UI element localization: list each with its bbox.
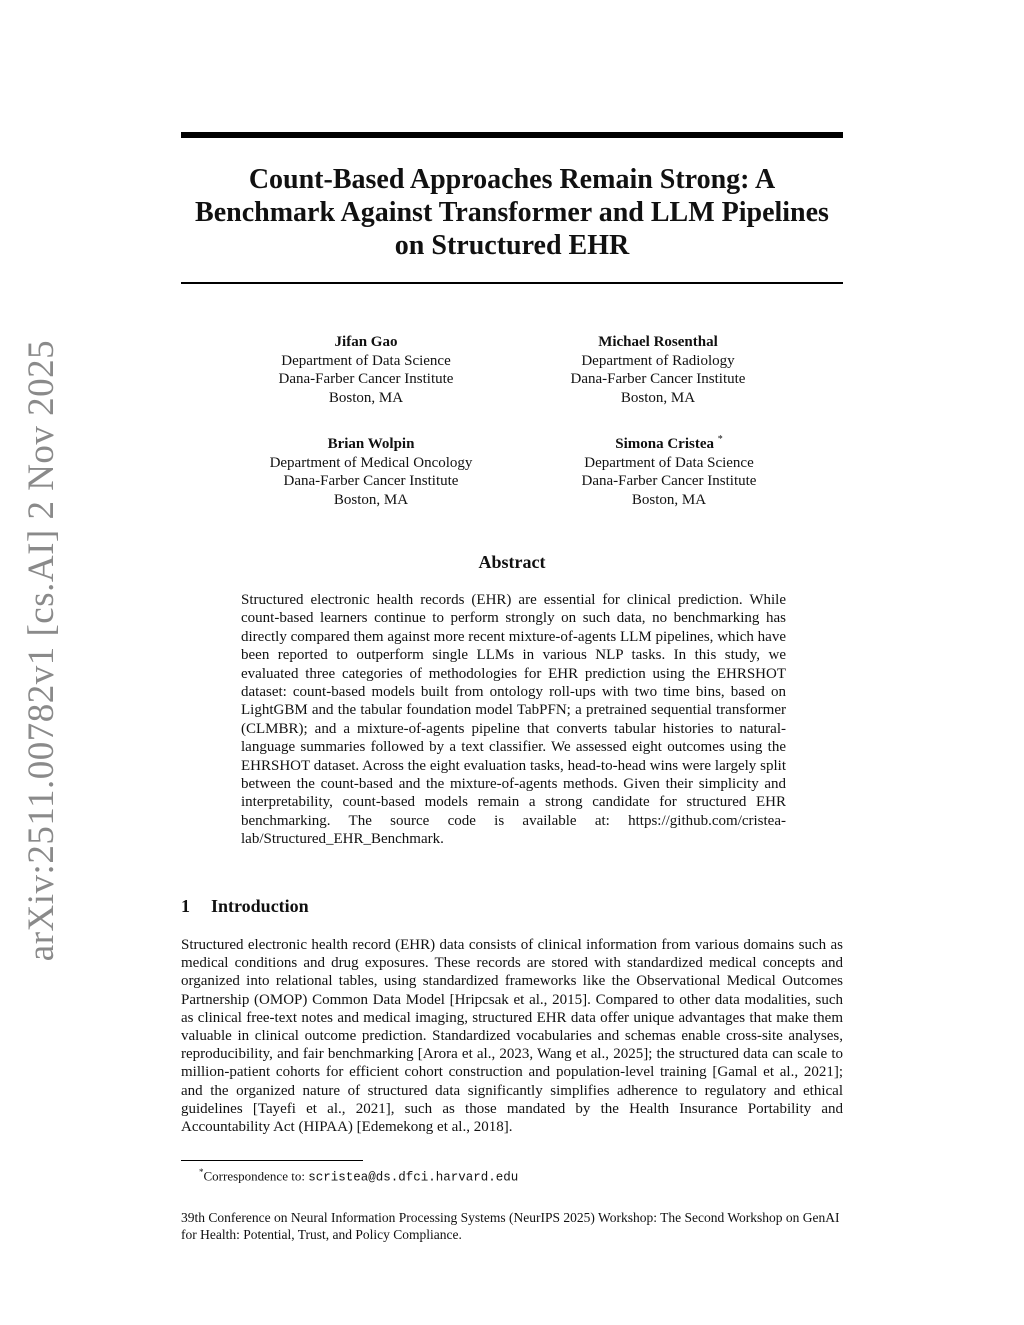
title-bottom-rule xyxy=(181,282,843,284)
author-name: Michael Rosenthal xyxy=(598,334,718,350)
author-institute: Dana-Farber Cancer Institute xyxy=(570,371,746,387)
section-number: 1 xyxy=(181,896,190,916)
author-block-2 xyxy=(508,329,808,407)
introduction-paragraph: Structured electronic health record (EHR) data consists of clinical information from various domains such as medical conditions and drug exposures. These records are stored with standardized medical concepts and organized into relational tables, using standardized frameworks like the Observational Medical Outcomes Partnership (OMOP) Common Data Model [Hripcsak et al., 2015]. Compared to other data modalities, such as clinical free-text notes and medical imaging, structured EHR data offer unique advantages that make them valuable in clinical outcome prediction. Standardized vocabularies and schemas enable cross-site analyses, reproducibility, and fair benchmarking [Arora et al., 2023, Wang et al., 2025]; the structured data can scale to million-patient cohorts for efficient cohort construction and population-level training [Gamal et al., 2021]; and the organized nature of structured data significantly simplifies adherence to regulatory and ethical guidelines [Tayefi et al., 2021], such as those mandated by the Health Insurance Portability and Accountability Act (HIPAA) [Edemekong et al., 2018]. xyxy=(181,937,843,1136)
author-name: Simona Cristea * xyxy=(615,434,723,452)
author-city: Boston, MA xyxy=(333,491,409,508)
author-name: Jifan Gao xyxy=(334,334,398,350)
section-heading-introduction xyxy=(181,895,309,917)
author-city: Boston, MA xyxy=(328,389,404,406)
footnote-marker: * xyxy=(199,1167,204,1177)
author-block-1 xyxy=(216,329,516,407)
author-block-4 xyxy=(519,431,819,509)
author-institute: Dana-Farber Cancer Institute xyxy=(581,473,757,489)
correspondence-email: scristea@ds.dfci.harvard.edu xyxy=(308,1170,519,1185)
author-institute: Dana-Farber Cancer Institute xyxy=(278,371,454,387)
abstract-text: Structured electronic health records (EHR) are essential for clinical prediction. While count-based learners continue to perform strongly on such data, no benchmarking has directly compared them against more recent mixture-of-agents LLM pipelines, which have been reported to outperform single LLMs in various NLP tasks. In this study, we evaluated three categories of methodologies for EHR prediction using the EHRSHOT dataset: count-based models built from ontology roll-ups with two time bins, based on LightGBM and the tabular foundation model TabPFN; a pretrained sequential transformer (CLMBR); and a mixture-of-agents pipeline that converts tabular histories to natural-language summaries followed by a text classifier. We assessed eight outcomes using the EHRSHOT dataset. Across the eight evaluation tasks, head-to-head wins were largely split between the count-based and the mixture-of-agents methods. Given their simplicity and interpretability, count-based models remain a strong candidate for structured EHR benchmarking. The source code is available at: https://github.com/cristea-lab/Structured_EHR_Benchmark. xyxy=(241,592,786,848)
footnote-marker: * xyxy=(717,434,723,445)
footnote xyxy=(199,1164,518,1185)
author-city: Boston, MA xyxy=(620,389,696,406)
paper-title: Count-Based Approaches Remain Strong: A Benchmark Against Transformer and LLM Pipelines on Structured EHR xyxy=(195,164,829,261)
arxiv-stamp xyxy=(12,160,72,1140)
author-dept: Department of Data Science xyxy=(281,352,451,369)
author-dept: Department of Medical Oncology xyxy=(269,454,473,471)
footnote-rule xyxy=(181,1160,363,1161)
section-title: Introduction xyxy=(211,896,309,916)
author-name: Brian Wolpin xyxy=(327,436,415,452)
abstract-heading: Abstract xyxy=(478,552,546,572)
author-block-3 xyxy=(221,431,521,509)
arxiv-id: arXiv:2511.00782v1 [cs.AI] 2 Nov 2025 xyxy=(21,339,63,961)
footnote-label: Correspondence to: xyxy=(203,1168,309,1184)
title-top-rule xyxy=(181,132,843,138)
venue-note: 39th Conference on Neural Information Processing Systems (NeurIPS 2025) Workshop: The Second Workshop on GenAI for Health: Potential, Trust, and Policy Compliance. xyxy=(181,1210,840,1242)
author-city: Boston, MA xyxy=(631,491,707,508)
author-institute: Dana-Farber Cancer Institute xyxy=(283,473,459,489)
author-dept: Department of Data Science xyxy=(584,454,754,471)
author-dept: Department of Radiology xyxy=(581,352,735,369)
